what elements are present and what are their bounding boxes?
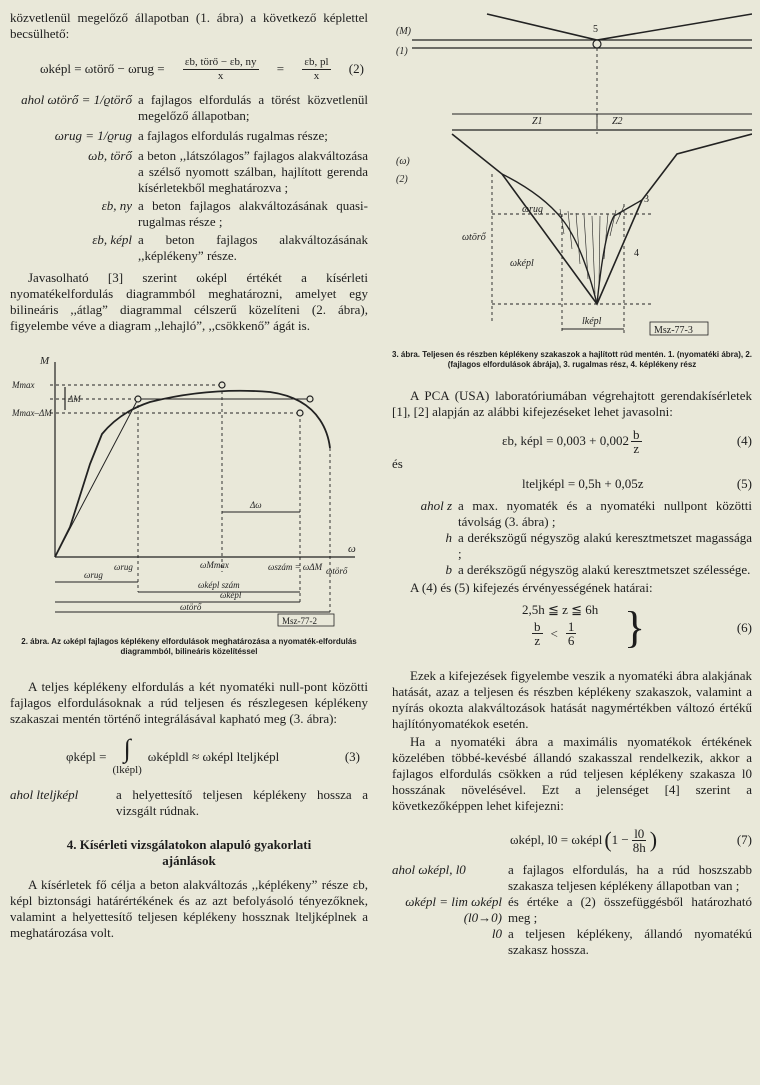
paragraph: A (4) és (5) kifejezés érvényességének határai: <box>410 580 653 595</box>
svg-text:ωrug: ωrug <box>522 204 543 215</box>
label-w-mmax: ωMmax <box>200 560 229 570</box>
svg-text:ωképl: ωképl <box>510 258 534 269</box>
equation-2: ωképl = ωtörő − ωrug = $\frac{\text{εb, törő − εb, ny}}{x}$ = $\frac{\varepsilon b, pl}{x}$ (2) <box>40 55 364 82</box>
hatched-region <box>560 206 624 294</box>
definition-item: ahol ωképl, l0 a fajlagos elfordulás, ha a rúd hoszszabb szakasza teljesen képlékeny állapotban van ; <box>392 862 752 893</box>
definition-item: h a derékszögű négyszög alakú keresztmetszet magassága ; <box>445 530 752 561</box>
definition-item: ωrug = 1/ϱrug a fajlagos elfordulás rugalmas része; <box>54 128 328 143</box>
figure-2-diagram <box>10 352 368 627</box>
bilinear-approximation <box>55 399 310 557</box>
svg-text:(M): (M) <box>396 26 411 37</box>
definitions-list <box>10 92 368 264</box>
paragraph: Ezek a kifejezések figyelembe veszik a nyomatéki ábra alakjának hatását, azaz a teljesen és részben képlékeny szakaszok, valamint a nyírás okozta alakváltozások hatását nagymértékben változó értékű hajlítónyomatékok esetén. <box>392 668 752 731</box>
definitions-list <box>392 498 752 578</box>
svg-text:5: 5 <box>593 24 598 35</box>
definition-item: εb, ny a beton fajlagos alakváltozásának quasi-rugalmas része ; <box>101 198 368 229</box>
right-column <box>392 0 752 958</box>
left-column <box>10 0 368 941</box>
definition-item: l0 a teljesen képlékeny, állandó nyomatékú szakasz hossza. <box>491 926 752 957</box>
moment-curve <box>55 391 330 557</box>
definition-item: b a derékszögű négyszög alakú keresztmetszet szélessége. <box>445 562 751 577</box>
svg-text:ωtörő: ωtörő <box>462 232 486 243</box>
label-w-toro-dim: ωtörő <box>180 602 202 612</box>
definition-item: εb, képl a beton fajlagos alakváltozásának ,,képlékeny” része. <box>92 232 368 263</box>
label-domega: Δω <box>250 500 262 510</box>
svg-text:(1): (1) <box>396 46 408 57</box>
conjunction: és <box>392 456 403 471</box>
label-w-rug: ωrug <box>114 562 133 572</box>
eq3-number: (3) <box>344 749 360 764</box>
figure-3-diagram <box>392 4 752 344</box>
label-w-szam: ωszám = ωΔM <box>268 562 323 572</box>
paragraph: A PCA (USA) laboratóriumában végrehajtott gerendakísérletek [1], [2] alapján az alábbi kifejezéseket lehet javasolni: <box>392 388 752 419</box>
eq2-number: (2) <box>348 61 364 76</box>
equation-6: 2,5h ≦ z ≦ 6h $\frac{b}{z}$ < $\frac{1}{6}$ } (6) <box>522 602 752 652</box>
paragraph: A kísérletek fő célja a beton alakváltozás ,,képlékeny” része εb, képl biztonsági határértékének és az azt befolyásoló tényezőknek, valamint a helyettesítő teljesen képlékeny hossznak lteljképlnek a meghatározása volt. <box>10 877 368 940</box>
paragraph: Javasolható [3] szerint ωképl értékét a kísérleti nyomatékelfordulás diagrammból meghatározni, amelyet egy bilineáris ,,átlag” diagrammal célszerű közelíteni (2. ábra), figyelembe véve a diagram ,,lehajló”, ,,csökkenő” ágát is. <box>10 270 368 333</box>
label-omega: ω <box>348 543 356 555</box>
definition-item: ωképl = lim ωképl (l0→0) és értéke a (2) összefüggésből határozható meg ; <box>405 894 752 925</box>
definition-item: ahol z a max. nyomaték és a nyomatéki nullpont közötti távolság (3. ábra) ; <box>420 498 752 529</box>
label-w-toro: ωtörő <box>326 566 348 576</box>
definition-item: ahol ωtörő = 1/ϱtörő a fajlagos elfordulás a törést közvetlenül megelőző állapotban; <box>21 92 368 123</box>
section-heading: 4. Kísérleti vizsgálatokon alapuló gyakorlati ajánlások <box>66 837 312 868</box>
svg-text:Z1: Z1 <box>532 116 543 127</box>
equation-7: ωképl, l0 = ωképl ( 1 − $\frac{l0}{8h}$ ) (7) <box>510 825 752 855</box>
label-w-rug-dim: ωrug <box>84 570 103 580</box>
rotation-diagram <box>452 134 752 304</box>
equation-3: φképl = ∫ (lképl) ωképldl ≈ ωképl lteljképl (3) <box>66 734 360 776</box>
figure-stamp: Msz-77-2 <box>282 616 317 626</box>
svg-text:(ω): (ω) <box>396 156 410 167</box>
eq2-frac1: $\frac{\text{εb, törő − εb, ny}}{x}$ <box>184 55 257 82</box>
label-w-kepl-szam: ωképl szám <box>198 580 240 590</box>
definition-item: ahol lteljképl a helyettesítő teljesen képlékeny hossza a vizsgált rúdnak. <box>10 787 368 818</box>
svg-text:4: 4 <box>634 248 639 259</box>
equation-5: lteljképl = 0,5h + 0,05z (5) <box>522 476 752 491</box>
definitions-list <box>392 862 752 958</box>
label-M: M <box>40 355 50 367</box>
label-w-kepl-dim: ωképl <box>220 590 242 600</box>
eq2-lhs: ωképl = ωtörő − ωrug = <box>40 61 165 76</box>
paragraph: Ha a nyomatéki ábra a maximális nyomatékok értékének közelében többé-kevésbé állandó szakasszal rendelkezik, akkor a fajlagos elfordulás csökken a rúd teljesen képlékeny szakasza l0 hosszának növelésével. Ezt a jelenséget [4] szerint a következőképpen lehet kifejezni: <box>392 734 752 813</box>
intro-text: közvetlenül megelőző állapotban (1. ábra) a következő képlettel becsülhető: <box>10 10 368 41</box>
label-mmax: Mmax <box>12 380 35 390</box>
figure-3-caption: 3. ábra. Teljesen és részben képlékeny szakaszok a hajlított rúd mentén. 1. (nyomatéki ábra), 2. (fajlagos elfordulások ábrája), 3. rugalmas rész, 4. képlékeny rész <box>392 350 752 369</box>
label-mmax-dm: Mmax–ΔM <box>12 408 52 418</box>
equation-4: εb, képl = 0,003 + 0,002 $\frac{b}{z}$ (4) <box>502 426 752 456</box>
eq2-frac2: $\frac{\varepsilon b, pl}{x}$ <box>304 55 329 82</box>
paragraph: A teljes képlékeny elfordulás a két nyomatéki null-pont közötti fajlagos elfordulásoknak a rúd teljesen és részlegesen képlékeny szakaszai mentén történő integrálásával kapható meg (3. ábra): <box>10 679 368 726</box>
svg-text:Z2: Z2 <box>612 116 623 127</box>
svg-text:(2): (2) <box>396 174 408 185</box>
moment-diagram <box>487 14 752 40</box>
definition-item: ωb, törő a beton ,,látszólagos” fajlagos alakváltozása a szélső nyomott szálban, hajlított gerenda kísérletekből meghatározva ; <box>88 148 368 195</box>
figure-2-caption: 2. ábra. Az ωképl fajlagos képlékeny elfordulások meghatározása a nyomaték-elfordulás diagrammból, bilineáris közelítéssel <box>21 637 357 656</box>
svg-text:Msz-77-3: Msz-77-3 <box>654 325 693 336</box>
svg-text:lképl: lképl <box>582 316 602 327</box>
label-dm: ΔM <box>68 394 81 404</box>
svg-text:3: 3 <box>644 194 649 205</box>
